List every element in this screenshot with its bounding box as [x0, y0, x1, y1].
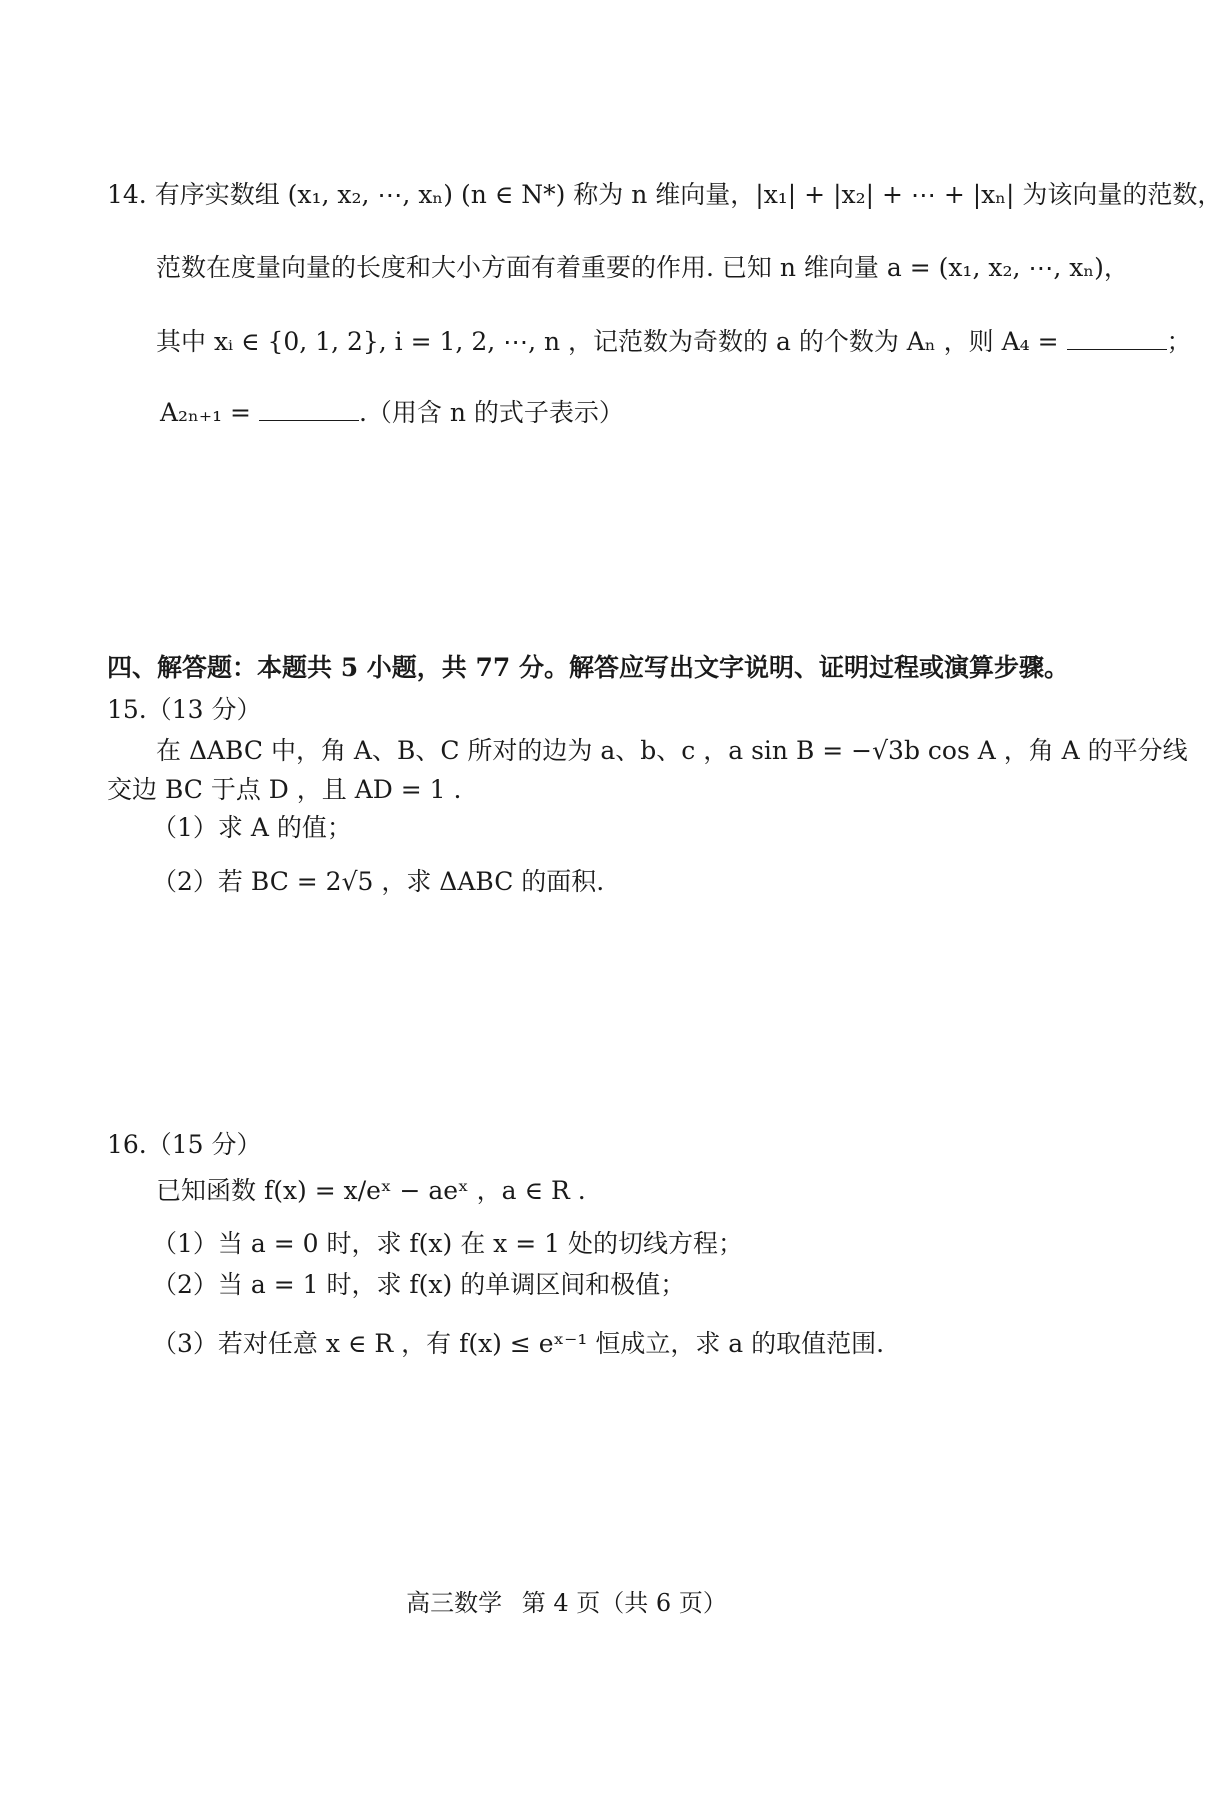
- q14-line-4: [160, 396, 624, 430]
- q14-line-3-end: ；: [1166, 327, 1192, 356]
- q14-answer-blank-a2n1[interactable]: [259, 398, 359, 421]
- q16-part-2: （2）当 a = 1 时，求 f(x) 的单调区间和极值；: [152, 1270, 686, 1299]
- q14-answer-blank-a4[interactable]: [1067, 327, 1167, 350]
- q14-line-3: [156, 325, 1192, 359]
- q14-line-4-label: A₂ₙ₊₁ =: [160, 398, 259, 427]
- q14-line-1: 14. 有序实数组 (x₁, x₂, ⋯, xₙ) (n ∈ N*) 称为 n 维向量，|x₁| + |x₂| + ⋯ + |xₙ| 为该向量的范数，: [107, 180, 1222, 209]
- q15-part-1: （1）求 A 的值；: [152, 813, 352, 842]
- q15-part-2: （2）若 BC = 2√5 ，求 ΔABC 的面积.: [152, 867, 605, 896]
- q16-part-3: （3）若对任意 x ∈ R ，有 f(x) ≤ eˣ⁻¹ 恒成立，求 a 的取值范围.: [152, 1329, 885, 1358]
- page-footer: [0, 1587, 1133, 1619]
- section-4-heading: 四、解答题：本题共 5 小题，共 77 分。解答应写出文字说明、证明过程或演算步骤。: [107, 653, 1070, 682]
- q16-part-1: （1）当 a = 0 时，求 f(x) 在 x = 1 处的切线方程；: [152, 1229, 743, 1258]
- q16-number: 16.（15 分）: [107, 1130, 262, 1159]
- footer-subject: 高三数学: [406, 1589, 503, 1617]
- q14-line-2: 范数在度量向量的长度和大小方面有着重要的作用. 已知 n 维向量 a = (x₁, x₂, ⋯, xₙ)，: [156, 253, 1129, 282]
- q15-text-2: 交边 BC 于点 D ，且 AD = 1 .: [107, 775, 462, 804]
- q16-text-1: 已知函数 f(x) = x/eˣ − aeˣ ，a ∈ R .: [156, 1176, 586, 1205]
- q14-line-4-note: .（用含 n 的式子表示）: [358, 398, 624, 427]
- footer-page-number: 第 4 页（共 6 页）: [521, 1589, 727, 1617]
- q15-number: 15.（13 分）: [107, 695, 262, 724]
- q14-line-3-text: 其中 xᵢ ∈ {0, 1, 2}, i = 1, 2, ⋯, n ，记范数为奇数的 a 的个数为 Aₙ ，则 A₄ =: [156, 327, 1067, 356]
- q15-text-1: 在 ΔABC 中，角 A、B、C 所对的边为 a、b、c ，a sin B = −√3b cos A ，角 A 的平分线: [156, 736, 1188, 765]
